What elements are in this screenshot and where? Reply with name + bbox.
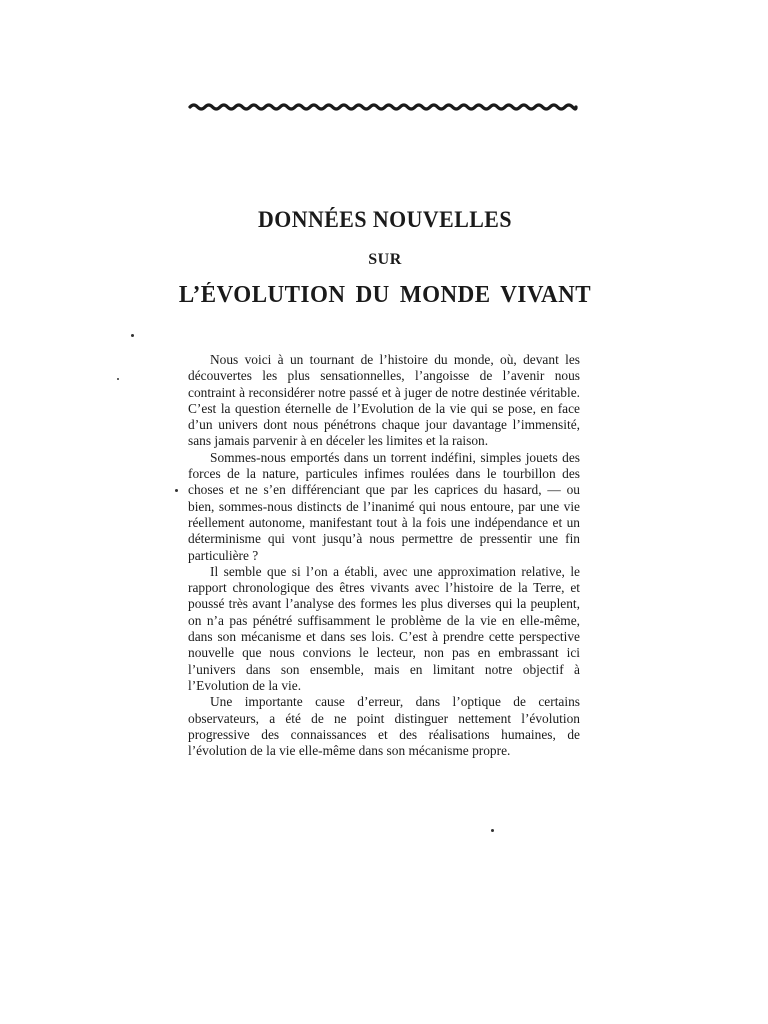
paragraph-2: Sommes-nous emportés dans un torrent indéfini, simples jouets des forces de la nature, particules infimes roulées dans le tourbillon des choses et ne s’en différenciant que par les caprices du hasard, — ou bien, sommes-nous distincts de l’inanimé qui nous entoure, par une vie réellement autonome, manifestant tout à la fois une indépendance et un déterminisme qui vont jusqu’à nous permettre de pressentir une fin particulière ? (188, 449, 580, 563)
paragraph-1: Nous voici à un tournant de l’histoire du monde, où, devant les découvertes les plus sensationnelles, l’angoisse de l’avenir nous contraint à reconsidérer notre passé et à juger de notre destinée véritable. C’est la question éternelle de l’Evolution de la vie qui se pose, en face d’un univers dont nous pénétrons chaque jour davantage l’immensité, sans jamais parvenir à en déceler les limites et la raison. (188, 352, 580, 449)
wavy-rule-ornament (188, 96, 578, 118)
scan-speck (491, 829, 494, 832)
paragraph-3: Il semble que si l’on a établi, avec une approximation relative, le rapport chronologique des êtres vivants avec l’histoire de la Terre, et poussé très avant l’analyse des formes les plus diverses qui la peuplent, on n’a pas pénétré suffisamment le problème de la vie en elle-même, dans son mécanisme et dans ses lois. C’est à prendre cette perspective nouvelle que nous convions le lecteur, non pas en embrassant ici l’univers dans son ensemble, mais en limitant notre objectif à l’Evolution de la vie. (188, 563, 580, 693)
paragraph-4: Une importante cause d’erreur, dans l’optique de certains observateurs, a été de ne point distinguer nettement l’évolution progressive des connaissances et des réalisations humaines, de l’évolution de la vie elle-même dans son mécanisme propre. (188, 694, 580, 759)
scan-speck (117, 378, 119, 380)
title-line-2: L’ÉVOLUTION DU MONDE VIVANT (178, 282, 592, 308)
scan-speck (175, 489, 178, 492)
body-text (188, 352, 580, 759)
title-line-1: DONNÉES NOUVELLES (258, 207, 512, 232)
title-sur: SUR (368, 251, 402, 268)
scan-speck (131, 334, 134, 337)
